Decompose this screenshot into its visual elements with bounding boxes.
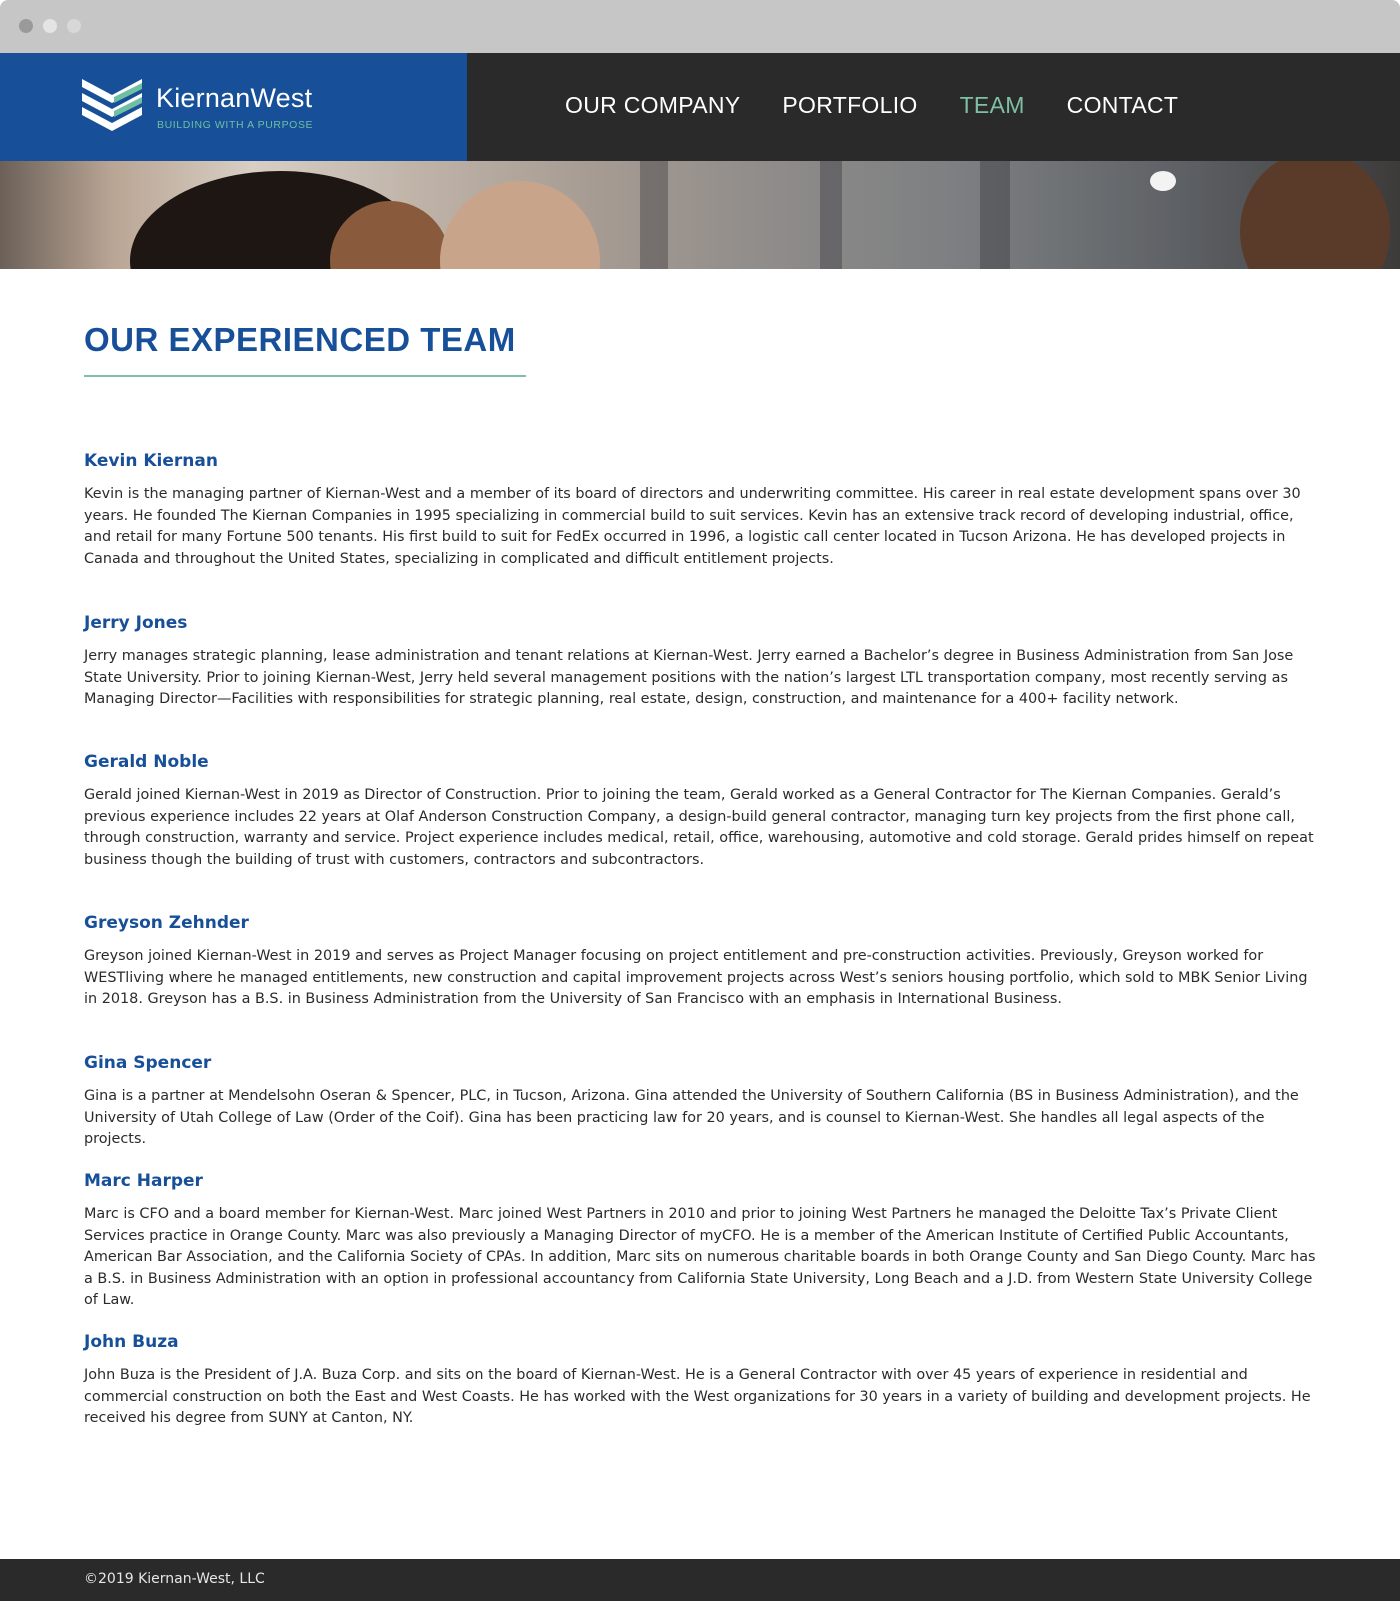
member-bio: Jerry manages strategic planning, lease administration and tenant relations at Kiernan-West. Jerry earned a Bachelor’s degree in Business Administration from San Jose State University. Prior to joining Kiernan-West, Jerry held several management positions with the nation’s largest LTL transportation company, most recently serving as Managing Director—Facilities with responsibilities for strategic planning, real estate, design, construction, and maintenance for a 400+ facility network. [84,648,1294,707]
member-name: Kevin Kiernan [84,451,218,471]
browser-window [0,53,1400,1601]
team-member [84,613,1324,711]
logo-tagline: BUILDING WITH A PURPOSE [157,119,314,131]
member-bio: Greyson joined Kiernan-West in 2019 and serves as Project Manager focusing on project entitlement and pre-construction activities. Previously, Greyson worked for WESTliving where he managed entitlements, new construction and capital improvement projects across West’s seniors housing portfolio, which sold to MBK Senior Living in 2018. Greyson has a B.S. in Business Administration from the University of San Francisco with an emphasis in International Business. [84,948,1308,1007]
member-name: Greyson Zehnder [84,913,249,933]
member-name: Jerry Jones [84,613,188,633]
main-nav [565,92,1178,119]
nav-contact[interactable]: CONTACT [1066,92,1179,118]
member-bio: Gerald joined Kiernan-West in 2019 as Director of Construction. Prior to joining the team, Gerald worked as a General Contractor for The Kiernan Companies. Gerald’s previous experience includes 22 years at Olaf Anderson Construction Company, a design-build general contractor, managing turn key projects from the first phone call, through construction, warranty and service. Project experience includes medical, retail, office, warehousing, automotive and cold storage. Gerald prides himself on repeat business though the building of trust with customers, contractors and subcontractors. [84,787,1314,868]
nav-team[interactable]: TEAM [959,92,1025,118]
window-minimize-icon[interactable] [43,19,57,33]
chevron-logo-icon [82,79,142,135]
footer-copyright: ©2019 Kiernan-West, LLC [84,1571,265,1587]
team-member [84,1171,1324,1312]
page-title: OUR EXPERIENCED TEAM [84,321,516,358]
nav-portfolio[interactable]: PORTFOLIO [782,92,918,118]
team-member [84,1053,1324,1151]
team-member [84,913,1324,1011]
window-close-icon[interactable] [19,19,33,33]
nav-our-company[interactable]: OUR COMPANY [565,92,741,118]
member-name: Gerald Noble [84,752,209,772]
member-bio: John Buza is the President of J.A. Buza Corp. and sits on the board of Kiernan-West. He is a General Contractor with over 45 years of experience in residential and commercial construction on both the East and West Coasts. He has worked with the West organizations for 30 years in a variety of building and development projects. He received his degree from SUNY at Canton, NY. [84,1367,1311,1426]
member-name: Gina Spencer [84,1053,212,1073]
team-member [84,451,1324,570]
team-member [84,752,1324,871]
brand-header [0,53,467,161]
member-name: John Buza [84,1332,179,1352]
member-name: Marc Harper [84,1171,203,1191]
member-bio: Marc is CFO and a board member for Kiernan-West. Marc joined West Partners in 2010 and prior to joining West Partners he managed the Deloitte Tax’s Private Client Services practice in Orange County. Marc was also previously a Managing Director of myCFO. He is a member of the American Institute of Certified Public Accountants, American Bar Association, and the California Society of CPAs. In addition, Marc sits on numerous charitable boards in both Orange County and San Diego County. Marc has a B.S. in Business Administration with an option in professional accountancy from California State University, Long Beach and a J.D. from Western State University College of Law. [84,1206,1316,1308]
title-divider [84,375,526,377]
logo-name: KiernanWest [156,83,313,113]
hero-photo [0,161,1400,269]
team-member [84,1332,1324,1430]
member-bio: Kevin is the managing partner of Kiernan-West and a member of its board of directors and underwriting committee. His career in real estate development spans over 30 years. He founded The Kiernan Companies in 1995 specializing in commercial build to suit services. Kevin has an extensive track record of developing industrial, office, and retail for many Fortune 500 tenants. His first build to suit for FedEx occurred in 1996, a logistic call center located in Tucson Arizona. He has developed projects in Canada and throughout the United States, specializing in complicated and difficult entitlement projects. [84,486,1301,567]
window-maximize-icon[interactable] [67,19,81,33]
footer [0,1559,1400,1601]
member-bio: Gina is a partner at Mendelsohn Oseran & Spencer, PLC, in Tucson, Arizona. Gina attended the University of Southern California (BS in Business Administration), and the University of Utah College of Law (Order of the Coif). Gina has been practicing law for 20 years, and is counsel to Kiernan-West. She handles all legal aspects of the projects. [84,1088,1299,1147]
browser-chrome [0,0,1400,53]
